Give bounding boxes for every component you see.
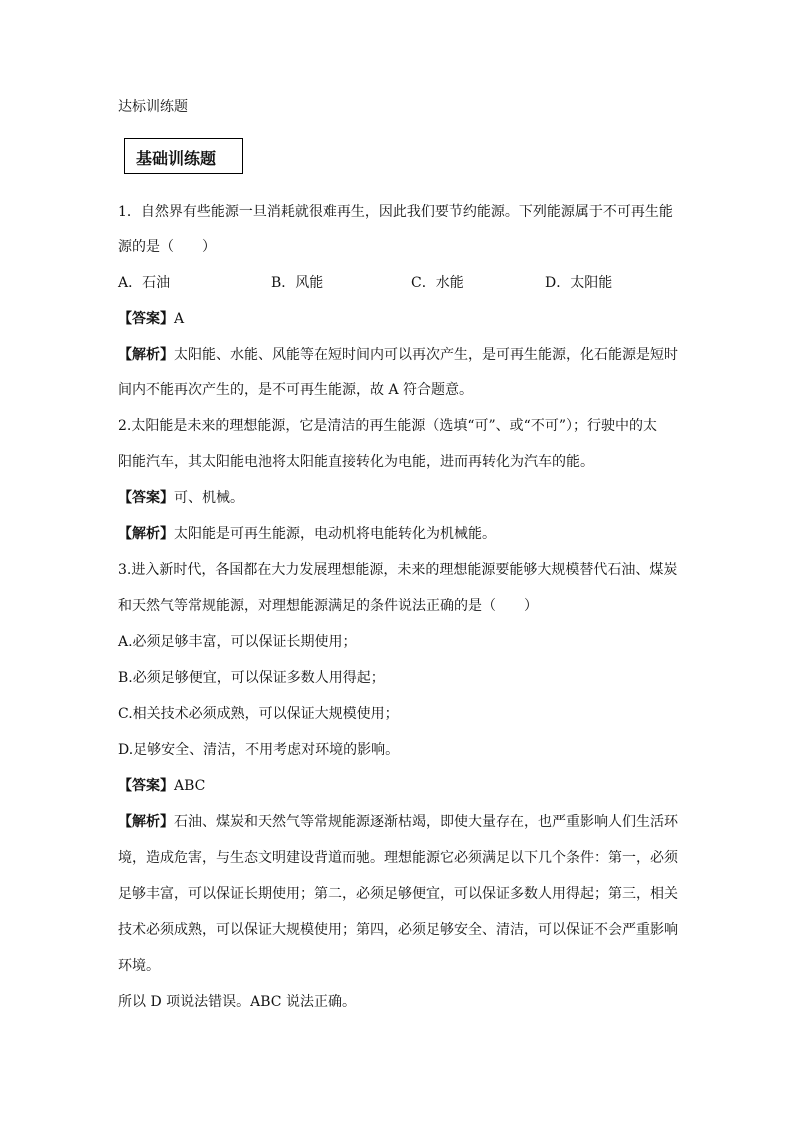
q3-stem-line2: 和天然气等常规能源，对理想能源满足的条件说法正确的是（ ） [118, 598, 538, 614]
section-heading-box [124, 138, 243, 174]
q3-stem-line1: 3.进入新时代，各国都在大力发展理想能源，未来的理想能源要能够大规模替代石油、煤炭 [118, 562, 678, 578]
q2-stem-line2: 阳能汽车，其太阳能电池将太阳能直接转化为电能，进而再转化为汽车的能。 [118, 454, 594, 470]
analysis-text: 太阳能、水能、风能等在短时间内可以再次产生，是可再生能源，化石能源是短时 [174, 347, 678, 363]
q2-answer [118, 488, 244, 508]
analysis-text: 石油、煤炭和天然气等常规能源逐渐枯竭，即使大量存在，也严重影响人们生活环 [174, 814, 678, 830]
analysis-tag: 【解析】 [118, 526, 174, 542]
q1-stem-line1: 1．自然界有些能源一旦消耗就很难再生，因此我们要节约能源。下列能源属于不可再生能 [118, 204, 673, 220]
answer-tag: 【答案】 [118, 490, 174, 506]
q2-stem-line1: 2.太阳能是未来的理想能源，它是清洁的再生能源（选填“可”、或“不可”）；行驶中的太 [118, 418, 657, 434]
answer-tag: 【答案】 [118, 778, 174, 794]
q1-option-b: B．风能 [271, 275, 324, 291]
analysis-tag: 【解析】 [118, 347, 174, 363]
q3-option-b: B.必须足够便宜，可以保证多数人用得起； [118, 670, 385, 686]
q1-option-a: A．石油 [118, 275, 171, 291]
page-title: 达标训练题 [118, 99, 188, 115]
q1-option-c: C．水能 [411, 275, 464, 291]
answer-value: 可、机械。 [174, 490, 244, 506]
answer-tag: 【答案】 [118, 311, 174, 327]
q1-answer [118, 309, 184, 329]
q3-analysis-line2: 境，造成危害，与生态文明建设背道而驰。理想能源它必须满足以下几个条件：第一，必须 [118, 850, 678, 866]
answer-value: ABC [174, 778, 206, 794]
q3-analysis-line3: 足够丰富，可以保证长期使用；第二，必须足够便宜，可以保证多数人用得起；第三，相关 [118, 886, 678, 902]
analysis-tag: 【解析】 [118, 814, 174, 830]
q1-analysis-line1 [118, 345, 678, 365]
section-heading: 基础训练题 [136, 149, 217, 168]
q3-analysis-line5: 环境。 [118, 958, 160, 974]
q3-option-d: D.足够安全、清洁，不用考虑对环境的影响。 [118, 742, 400, 758]
q1-stem-line2: 源的是（ ） [118, 239, 216, 255]
q1-analysis-line2: 间内不能再次产生的，是不可再生能源，故 A 符合题意。 [118, 382, 474, 398]
answer-value: A [174, 311, 185, 327]
q3-analysis-line1 [118, 812, 678, 832]
analysis-text: 太阳能是可再生能源，电动机将电能转化为机械能。 [174, 526, 496, 542]
q3-conclusion: 所以 D 项说法错误。ABC 说法正确。 [118, 994, 356, 1010]
q3-option-a: A.必须足够丰富，可以保证长期使用； [118, 634, 357, 650]
q1-option-d: D．太阳能 [545, 275, 613, 291]
q2-analysis-line1 [118, 524, 496, 544]
q3-option-c: C.相关技术必须成熟，可以保证大规模使用； [118, 706, 399, 722]
q3-answer [118, 776, 205, 796]
q3-analysis-line4: 技术必须成熟，可以保证大规模使用；第四，必须足够安全、清洁，可以保证不会严重影响 [118, 922, 678, 938]
